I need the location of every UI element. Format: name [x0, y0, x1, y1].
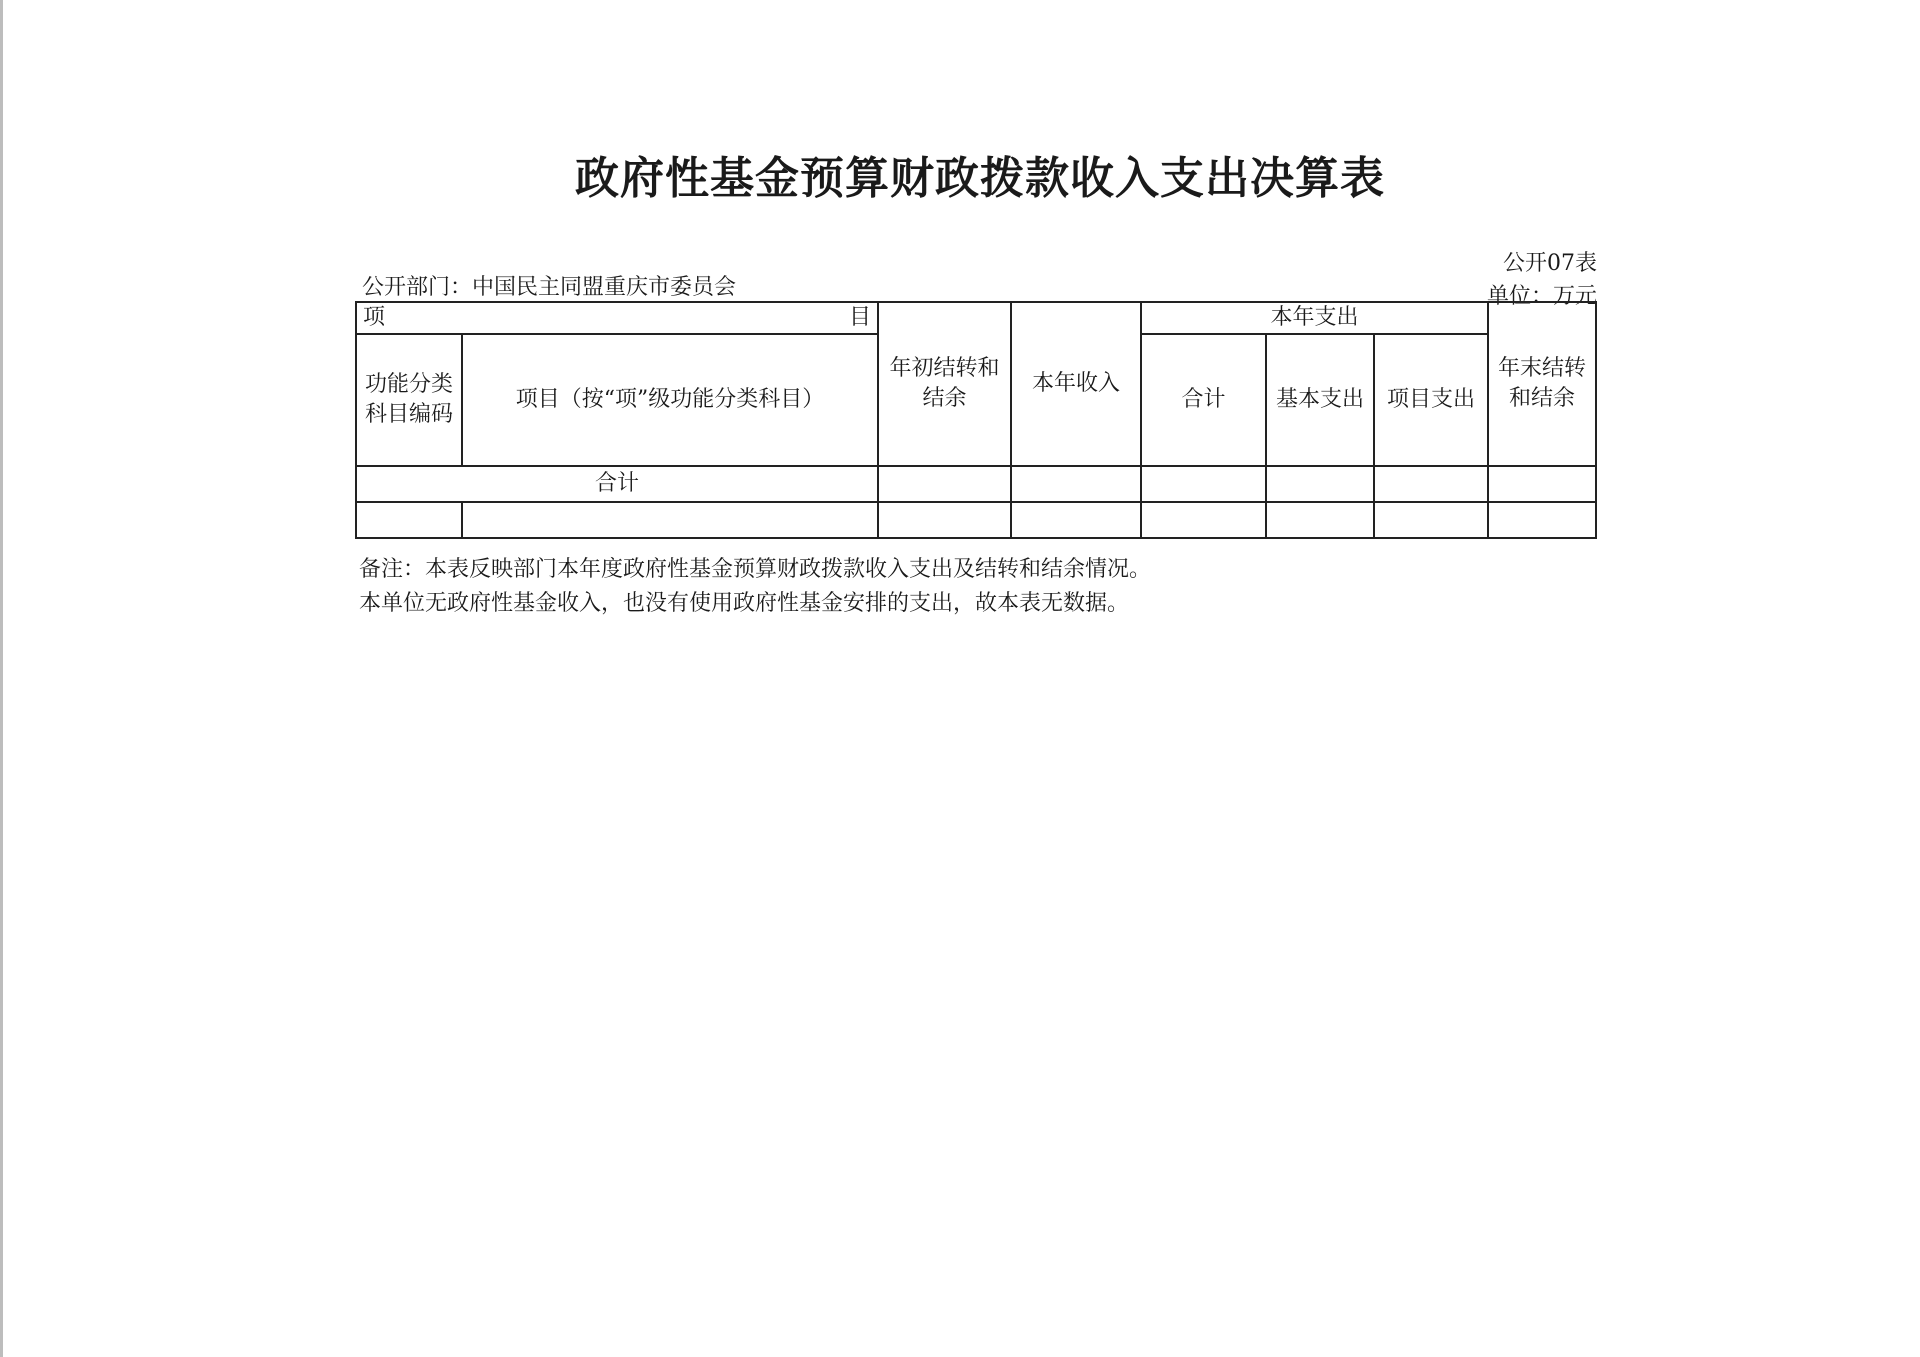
total-label: 合计	[356, 466, 878, 502]
header-expense-project: 项目支出	[1374, 334, 1488, 466]
total-begin-balance	[878, 466, 1011, 502]
total-income	[1011, 466, 1141, 502]
header-item-name: 项目（按“项”级功能分类科目）	[462, 334, 878, 466]
header-item-left: 项	[363, 305, 386, 331]
row-expense-basic	[1266, 502, 1374, 538]
header-income: 本年收入	[1011, 302, 1141, 466]
department-label: 公开部门：中国民主同盟重庆市委员会	[362, 275, 737, 300]
header-end-balance: 年末结转和结余	[1488, 302, 1596, 466]
total-row	[356, 466, 1596, 502]
header-begin-balance: 年初结转和结余	[878, 302, 1011, 466]
table-row	[356, 502, 1596, 538]
note-line-1: 备注：本表反映部门本年度政府性基金预算财政拨款收入支出及结转和结余情况。	[359, 557, 1152, 582]
header-row-1	[356, 302, 1596, 334]
row-end-balance	[1488, 502, 1596, 538]
total-end-balance	[1488, 466, 1596, 502]
row-func-code	[356, 502, 462, 538]
header-expense-total: 合计	[1141, 334, 1266, 466]
header-item-right: 目	[848, 305, 871, 331]
header-expense-group: 本年支出	[1141, 302, 1488, 334]
total-expense-basic	[1266, 466, 1374, 502]
row-expense-project	[1374, 502, 1488, 538]
report-table	[355, 301, 1597, 539]
header-func-code: 功能分类科目编码	[356, 334, 462, 466]
total-expense-project	[1374, 466, 1488, 502]
row-item-name	[462, 502, 878, 538]
page-title: 政府性基金预算财政拨款收入支出决算表	[575, 153, 1385, 204]
header-expense-basic: 基本支出	[1266, 334, 1374, 466]
row-expense-total	[1141, 502, 1266, 538]
total-expense-total	[1141, 466, 1266, 502]
unit-label: 单位：万元	[1486, 284, 1597, 309]
row-income	[1011, 502, 1141, 538]
row-begin-balance	[878, 502, 1011, 538]
table-code: 公开07表	[1503, 251, 1597, 276]
header-item-span	[356, 302, 878, 334]
note-line-2: 本单位无政府性基金收入，也没有使用政府性基金安排的支出，故本表无数据。	[359, 591, 1130, 616]
